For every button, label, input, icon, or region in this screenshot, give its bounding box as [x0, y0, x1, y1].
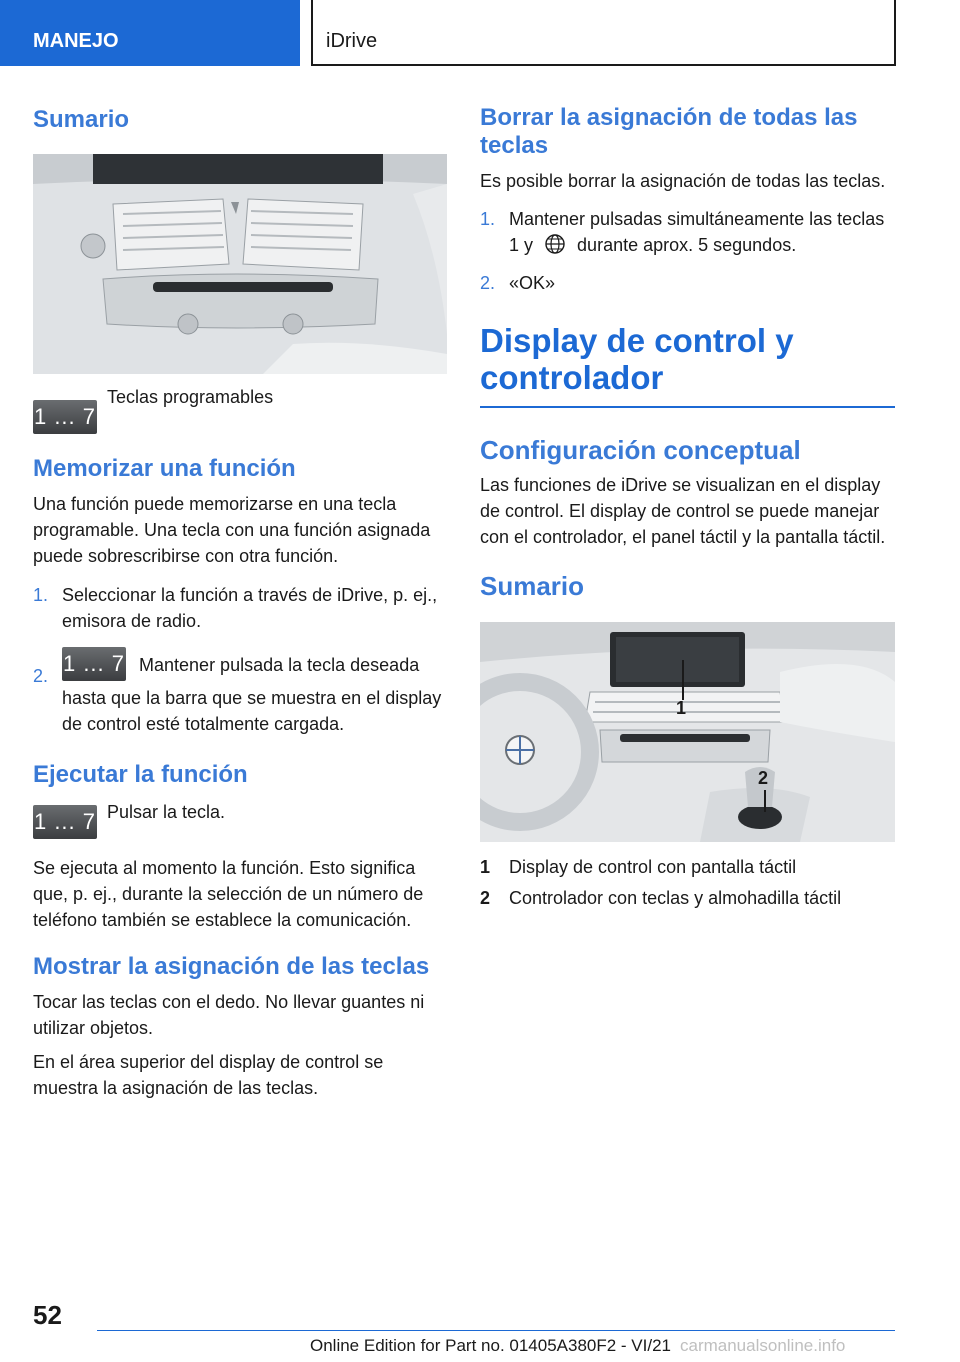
heading-rule [480, 406, 895, 408]
left-column [33, 96, 447, 1101]
display-heading: Display de control y controlador [480, 322, 794, 396]
step-text: «OK» [509, 273, 556, 293]
edition-text: Online Edition for Part no. 01405A380F2 - VI/21 [310, 1336, 672, 1355]
programmable-keys-badge: 1 ... 7 [33, 400, 97, 434]
mostrar-text-2: En el área superior del display de control se muestra la asignación de las teclas. [33, 1052, 384, 1098]
sumario-heading-2: Sumario [480, 571, 585, 601]
mostrar-heading: Mostrar la asignación de las teclas [33, 953, 430, 980]
step-text-a: Mantener pulsadas simultáneamente las teclas 1 y [509, 209, 885, 255]
legend-number: 1 [480, 857, 491, 877]
chapter-tab: iDrive [311, 0, 896, 66]
page-header [0, 0, 960, 66]
key-caption: Teclas programables [107, 387, 274, 407]
memorizar-steps [33, 582, 447, 737]
watermark: carmanualsonline.info [680, 1336, 846, 1355]
step-number: 2. [33, 666, 49, 686]
cockpit-photo [480, 622, 895, 842]
borrar-heading: Borrar la asignación de todas las teclas [480, 104, 858, 159]
list-item [33, 582, 447, 634]
callout-2: 2 [758, 768, 769, 788]
right-column [480, 96, 895, 914]
cockpit-illustration [480, 622, 895, 842]
borrar-steps [480, 206, 895, 296]
legend-text: Controlador con teclas y almohadilla táctil [509, 888, 842, 908]
list-item [480, 270, 895, 296]
programmable-keys-badge: 1 ... 7 [62, 647, 126, 681]
photo-legend [480, 852, 895, 914]
memorizar-text: Una función puede memorizarse en una tecla programable. Una tecla con una función asignada puede sobrescribirse con otra función. [33, 494, 431, 566]
key-caption-row [33, 387, 447, 434]
ejecutar-caption: Pulsar la tecla. [107, 802, 226, 822]
ejecutar-text: Se ejecuta al momento la función. Esto significa que, p. ej., durante la selección de un número de teléfono también se establece la comunicación. [33, 858, 424, 930]
legend-text: Display de control con pantalla táctil [509, 857, 797, 877]
page-number: 52 [33, 1300, 62, 1330]
console-buttons-photo [33, 154, 447, 374]
step-number: 1. [480, 209, 496, 229]
section-tab: MANEJO [0, 0, 300, 66]
list-item [33, 647, 447, 737]
step-text: Mantener pulsada la tecla deseada hasta que la barra que se muestra en el display de control esté totalmente cargada. [62, 654, 442, 734]
legend-number: 2 [480, 888, 491, 908]
memorizar-heading: Memorizar una función [33, 455, 296, 482]
config-text: Las funciones de iDrive se visualizan en el display de control. El display de control se puede manejar con el controlador, el panel táctil y la pantalla táctil. [480, 475, 886, 547]
sumario-heading: Sumario [33, 106, 130, 133]
console-illustration [33, 154, 447, 374]
ejecutar-heading: Ejecutar la función [33, 761, 248, 788]
step-text: Seleccionar la función a través de iDrive, p. ej., emisora de radio. [62, 585, 438, 631]
callout-1: 1 [676, 698, 687, 718]
step-text-b: durante aprox. 5 segundos. [577, 235, 797, 255]
borrar-text: Es posible borrar la asignación de todas las teclas. [480, 171, 886, 191]
step-number: 1. [33, 585, 49, 605]
list-item [480, 852, 895, 883]
list-item [480, 883, 895, 914]
mostrar-text-1: Tocar las teclas con el dedo. No llevar guantes ni utilizar objetos. [33, 992, 425, 1038]
step-number: 2. [480, 273, 496, 293]
programmable-keys-badge: 1 ... 7 [33, 805, 97, 839]
footer-rule [97, 1330, 895, 1331]
list-item [480, 206, 895, 258]
config-heading: Configuración conceptual [480, 435, 801, 465]
globe-icon [544, 233, 566, 255]
ejecutar-caption-row [33, 803, 447, 843]
